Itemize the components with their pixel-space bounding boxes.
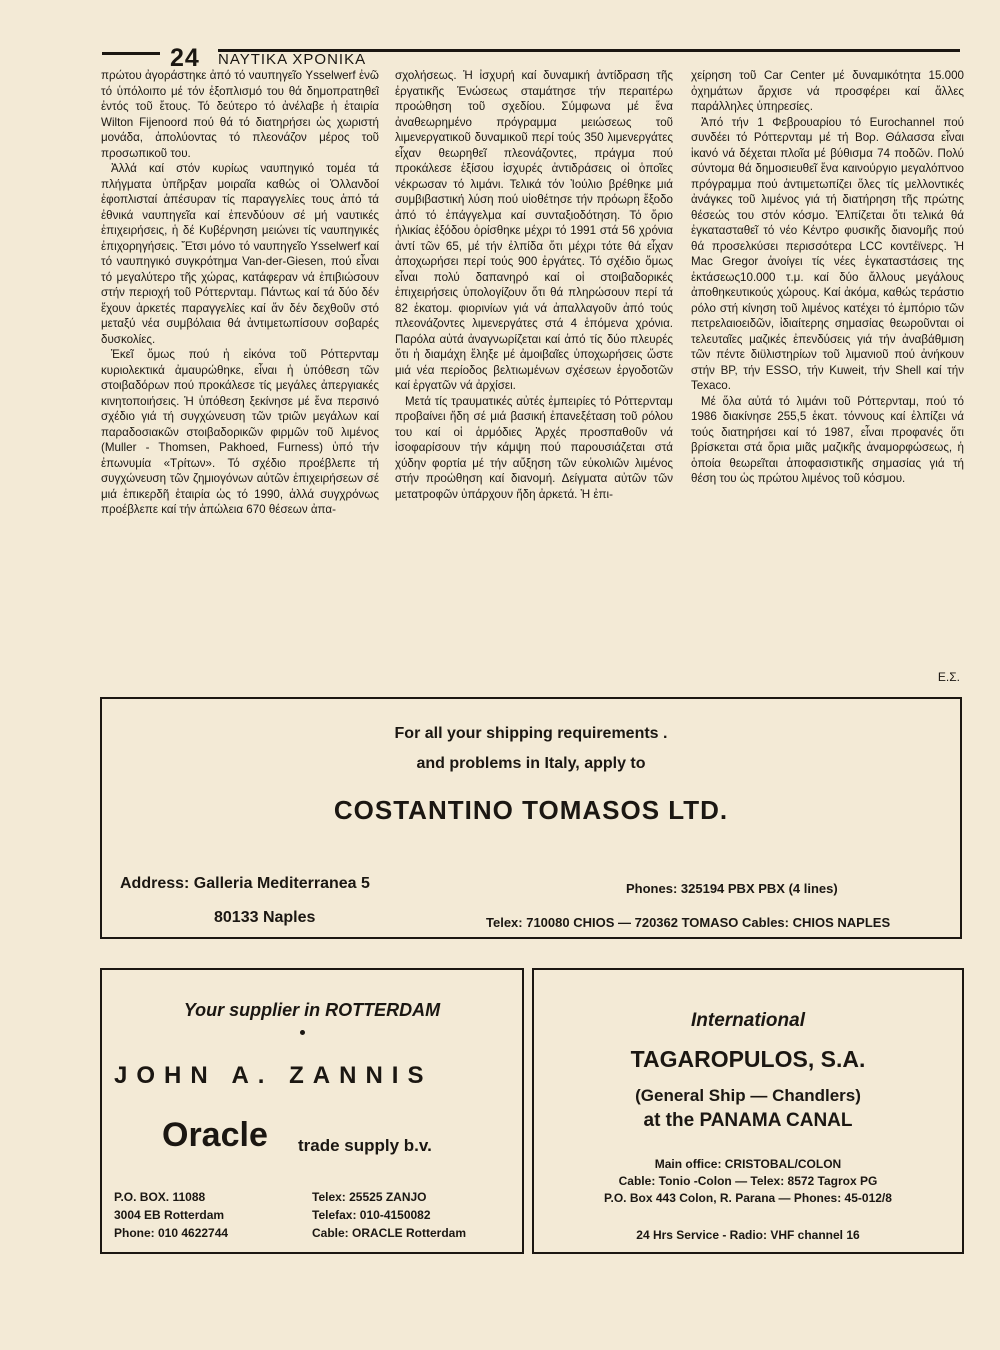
ad-tomasos-phones: Phones: 325194 PBX PBX (4 lines) <box>626 881 838 896</box>
article-paragraph: σχολήσεως. Ἡ ἰσχυρή καί δυναμική ἀντίδραση τῆς ἐργατικῆς Ἑνώσεως σταμάτησε τήν περαιτέρω προώθηση τοῦ σχεδίου. Σύμφωνα μέ ἕνα ἀναθεωρημένο πρόγραμμα μειώσεως τοῦ λιμενεργατικοῦ δυναμικοῦ περί τούς 350 λιμενεργάτες εἶχαν θεωρηθεῖ πλεονάζοντες, πράγμα πού προκάλεσε ἐξίσου ἰσχυρές ἀντιδράσεις οἱ ὁποῖες νέκρωσαν τό λιμάνι. Τελικά τόν Ἰούλιο βρέθηκε μιά συμβιβαστική λύση πού υἱοθέτησε τήν πρόωρη ἔξοδο ἀπό τό ἐπάγγελμα καί συνταξιοδότηση. Τό ὅριο ἡλικίας ἐξόδου ὁρίσθηκε μέχρι τό 1991 στά 56 χρόνια ἀντί τῶν 65, μέ τήν ἐλπίδα ὅτι μέχρι τότε θά εἶχαν ἀποχωρήσει περί τούς 900 ἐργάτες. Τό σχέδιο ὅμως εἶναι πολύ δαπανηρό καί οἱ στοιβαδορικές ἐπιχειρήσεις ὑπολογίζουν ὅτι θά πληρώσουν περί τά 82 ἑκατομ. φιορινίων γιά νά ἀπαλλαγοῦν ἀπό τούς πλεονάζοντες λιμενεργάτες στά 4 ἑπόμενα χρόνια. Παρόλα αὐτά ἀναγνωρίζεται καί ἀπό τίς δύο πλευρές ὅτι ἡ διαμάχη ἔληξε μέ ἀμοιβαῖες ὑποχωρήσεις ὥστε μιά νέα περίοδος βελτιωμένων σχέσεων ἐργοδοτῶν καί ἐργατῶν νά ἀρχίσει. <box>395 69 673 392</box>
page-number: 24 <box>170 44 200 72</box>
ad-zannis-phone: Phone: 010 4622744 <box>114 1226 229 1240</box>
bullet-dot <box>300 1030 305 1035</box>
ad-tagaropulos-name: TAGAROPULOS, S.A. <box>630 1046 866 1072</box>
ad-zannis-postcode: 3004 EB Rotterdam <box>114 1208 225 1222</box>
ad-zannis-telefax: Telefax: 010-4150082 <box>312 1208 431 1222</box>
ad-zannis-telex: Telex: 25525 ZANJO <box>312 1190 427 1204</box>
ad-tomasos-telex: Telex: 710080 CHIOS — 720362 TOMASO Cables: CHIOS NAPLES <box>486 915 891 930</box>
article-column-1 <box>101 68 379 688</box>
ad-tomasos-line2: and problems in Italy, apply to <box>416 755 646 772</box>
ad-tagaropulos-service: 24 Hrs Service - Radio: VHF channel 16 <box>636 1228 860 1242</box>
ad-tomasos-address: Address: Galleria Mediterranea 5 <box>120 875 370 892</box>
ad-zannis-supplier: Your supplier in ROTTERDAM <box>183 1000 441 1020</box>
article-paragraph: Μετά τίς τραυματικές αὐτές ἐμπειρίες τό Ρόττερνταμ προβαίνει ἤδη σέ μιά βασική ἐπανεξέταση τοῦ ρόλου του καί οἱ ἁρμόδιες Ἀρχές προσπαθοῦν νά ἰσοφαρίσουν τήν κάμψη πού παρουσιάζεται στά χύδην φορτία μέ τήν αὔξηση τῶν εὐκολιῶν λιμένος στήν προώθηση καί διανομή. Δείγματα αὐτῶν τῶν μετατροφῶν ὑπάρχουν ἤδη ἀρκετά. Ἡ ἐπι- <box>395 394 673 501</box>
publication-title: ΝΑΥΤΙΚΑ ΧΡΟΝΙΚΑ <box>218 51 367 68</box>
article-paragraph: Ἐκεῖ ὅμως πού ἡ εἰκόνα τοῦ Ρόττερνταμ κυριολεκτικά ἀμαυρώθηκε, εἶναι ἡ ὑπόθεση τῶν στοιβαδόρων πού προκάλεσε τίς μεγάλες ἀπεργιακές κινητοποιήσεις. Ἡ ὑπόθεση ξεκίνησε μέ ἕνα περσινό σχέδιο γιά τή συγχώνευση τῶν τριῶν μεγάλων καί παραδοσιακῶν στοιβαδορικῶν φιρμῶν τοῦ λιμένος (Muller - Thomsen, Pakhoed, Furness) ὑπό τήν ἐπωνυμία «Τρίτων». Τό σχέδιο προέβλεπε τή συγχώνευση τῶν ζημιογόνων αὐτῶν ἐπιχειρήσεων σέ μιά ἐπικερδῆ ἑταιρία ὡς τό 1990, ἀλλά συγχρόνως προέβλεπε καί τήν ἀπώλεια 670 θέσεων ἀπα- <box>101 348 379 516</box>
ad-zannis-contact-block <box>312 1188 466 1242</box>
ad-zannis <box>100 968 524 1254</box>
article-column-3 <box>691 68 964 688</box>
header-left-rule <box>102 52 160 55</box>
ad-zannis-cable: Cable: ORACLE Rotterdam <box>312 1226 467 1240</box>
ad-tagaropulos-panama: at the PANAMA CANAL <box>643 1110 853 1131</box>
ad-tagaropulos <box>532 968 964 1254</box>
ad-tomasos <box>100 697 962 939</box>
ad-tagaropulos-general: (General Ship — Chandlers) <box>635 1086 861 1105</box>
ad-tomasos-company: COSTANTINO TOMASOS LTD. <box>333 795 729 825</box>
ad-tomasos-city: 80133 Naples <box>214 909 316 926</box>
ad-tagaropulos-pobox: P.O. Box 443 Colon, R. Parana — Phones: 45-012/8 <box>604 1191 892 1205</box>
article-paragraph: πρώτου ἀγοράστηκε ἀπό τό ναυπηγεῖο Ysselwerf ἐνῶ τό ὑπόλοιπο μέ τόν ἐξοπλισμό του θά δημοπρατηθεῖ ἐντός τοῦ ἔτους. Τό δεύτερο τό ἀνέλαβε ἡ ἑταιρία Wilton Fijenoord πού θά τό διατηρήσει ὡς χωριστή μονάδα, ἀπολύοντας τό πλεονάζον μέρος τοῦ προσωπικοῦ του. <box>101 69 379 160</box>
ad-zannis-oracle: Oracle <box>162 1116 268 1154</box>
ad-tagaropulos-office: Main office: CRISTOBAL/COLON <box>654 1157 842 1171</box>
ad-zannis-trade: trade supply b.v. <box>298 1136 432 1155</box>
author-signature: Ε.Σ. <box>937 670 960 684</box>
article-paragraph: χείρηση τοῦ Car Center μέ δυναμικότητα 15.000 ὀχημάτων ἄρχισε νά προσφέρει καί ἄλλες παράλληλες ὑπηρεσίες. <box>691 69 964 113</box>
article-paragraph: Ἀπό τήν 1 Φεβρουαρίου τό Eurochannel πού συνδέει τό Ρόττερνταμ μέ τή Βορ. Θάλασσα εἶναι ἱκανό νά δέχεται πλοῖα μέ βύθισμα 74 ποδῶν. Πολύ σύντομα θά δημοσιευθεῖ ἕνα καινούργιο μεγαλόπνοο πρόγραμμα πού ἀντιμετωπίζει ὅλες τίς μελλοντικές ἀνάγκες τοῦ λιμένος γιά τή διατήρηση τῆς πρώτης θέσεώς του στόν κόσμο. Ἐλπίζεται ὅτι τελικά θά ἐγκατασταθεῖ τό νέο Κέντρο φυσικῆς διανομῆς πού θά προσελκύσει περισσότερα LCC κοντέϊνερς. Ἡ Mac Gregor ἀνοίγει τίς νέες ἐγκαταστάσεις της ἐκτάσεως10.000 τ.μ. καί δύο ἄλλους μεγάλους ἀποθηκευτικούς χώρους. Καί ἀκόμα, καθώς τεράστιο ρόλο στή κίνηση τοῦ λιμένος κατέχει τό ἐμπόριο τῶν πετρελαιοειδῶν, ἰδιαίτερης σημασίας θεωροῦνται οἱ τελευταῖες μαζικές ἐπενδύσεις γιά τήν ἀναβάθμιση τῶν πέντε διϋλιστηρίων τοῦ λιμανιοῦ πού ἀνήκουν στήν BP, τήν ESSO, τήν Kuweit, τήν Shell καί τήν Texaco. <box>691 115 964 392</box>
article-column-2 <box>395 68 673 688</box>
ad-tagaropulos-info-block <box>534 1156 962 1207</box>
ad-tomasos-line1: For all your shipping requirements . <box>394 725 668 742</box>
ad-zannis-address-block <box>114 1188 228 1242</box>
article-paragraph: Μέ ὅλα αὐτά τό λιμάνι τοῦ Ρόττερνταμ, πού τό 1986 διακίνησε 255,5 ἑκατ. τόννους καί ἐλπίζει νά τούς διατηρήσει καί τό 1987, εἶναι προφανές ὅτι βρίσκεται στά ὅρια μιᾶς μαζικῆς ἀναμορφώσεως, ἡ ὁποία θεωρεῖται ἀποφασιστικῆς σημασίας γιά τή θέση του ὡς πρώτου λιμένος τοῦ κόσμου. <box>691 394 964 485</box>
ad-zannis-name: JOHN A. ZANNIS <box>114 1062 433 1089</box>
ad-tagaropulos-cable: Cable: Tonio -Colon — Telex: 8572 Tagrox PG <box>618 1174 878 1188</box>
ad-zannis-po-box: P.O. BOX. 11088 <box>114 1190 206 1204</box>
article-paragraph: Ἀλλά καί στόν κυρίως ναυπηγικό τομέα τά πλήγματα ὑπῆρξαν μοιραῖα καθώς οἱ Ὁλλανδοί ἐφοπλισταί ἀπέσυραν τίς παραγγελίες τους ἀπό τά ἐθνικά ναυπηγεῖα καί ἐπενδύουν σέ μή ναυτικές ἐπιχειρήσεις, ἡ δέ Κυβέρνηση μειώνει τίς ναυπηγικές ἐπιχορηγήσεις. Ἔτσι μόνο τό ναυπηγεῖο Ysselwerf καί τό ναυπηγικό συγκρότημα Van-der-Giesen, πού εἶναι τό μεγαλύτερο τῆς χώρας, κατάφεραν νά ἐπιβιώσουν στήν περιοχή τοῦ Ρόττερνταμ. Πάντως καί τά δύο δέν ἔχουν ἀρκετές παραγγελίες καί ἄν δέν δεχθοῦν στό μεταξύ νέα συμβόλαια θά ἀντιμετωπίσουν σοβαρές δυσκολίες. <box>101 162 379 346</box>
ad-tagaropulos-international: International <box>690 1010 805 1031</box>
